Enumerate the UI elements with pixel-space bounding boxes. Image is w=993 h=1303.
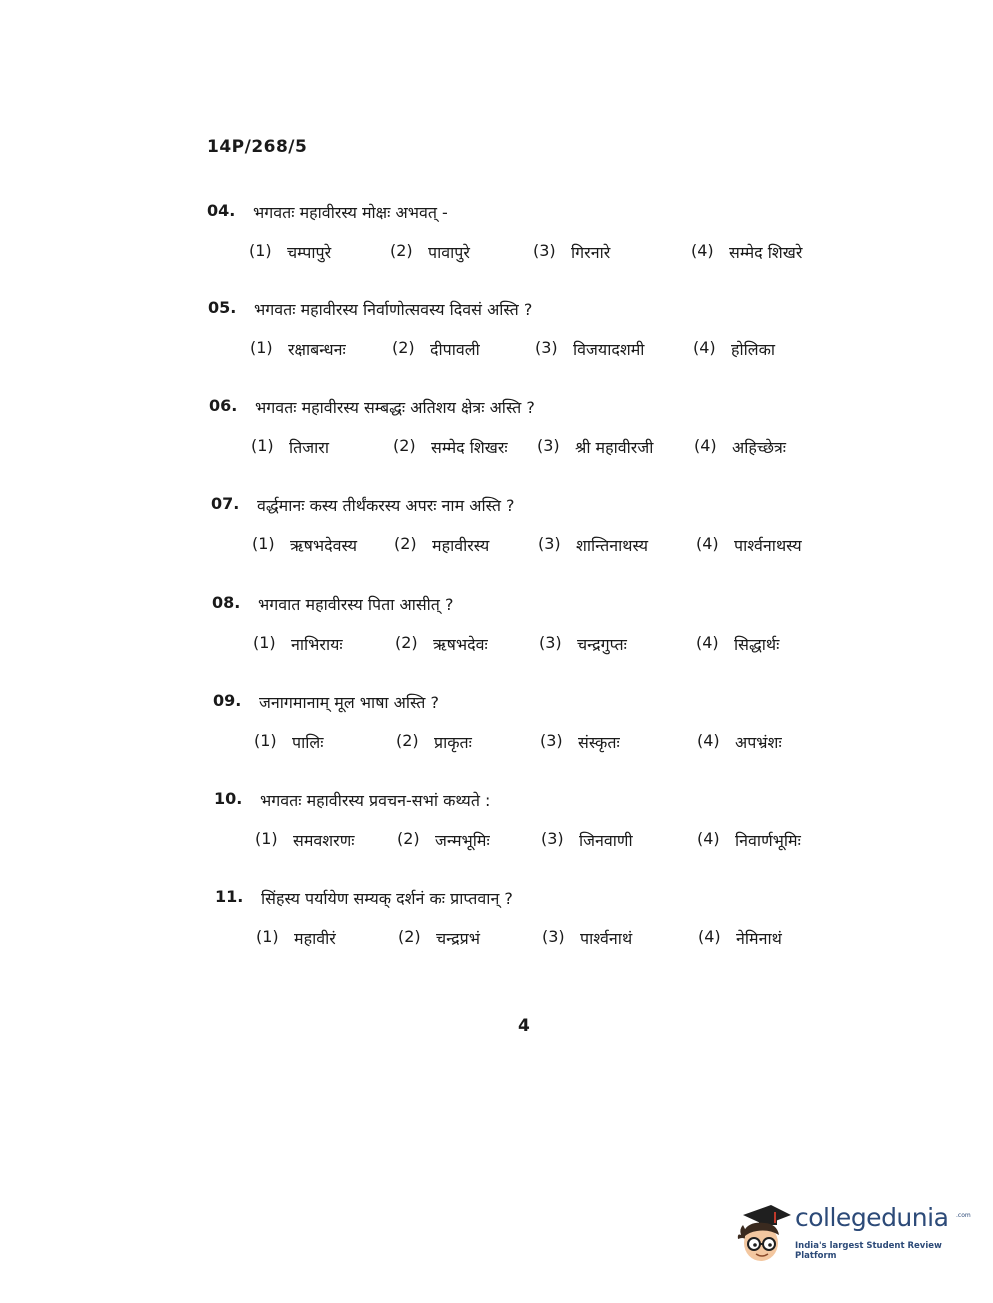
question-08 — [0, 593, 993, 663]
option-text: दीपावली — [430, 340, 480, 359]
question-text: जनागमानाम् मूल भाषा अस्ति ? — [259, 693, 439, 712]
option-text: प्राकृतः — [434, 733, 472, 752]
option-number: (3) — [538, 534, 561, 553]
option-text: श्री महावीरजी — [575, 438, 654, 457]
brand-name: collegedunia — [795, 1203, 949, 1232]
page-number: 4 — [518, 1016, 530, 1036]
option-number: (4) — [693, 338, 716, 357]
question-05 — [0, 298, 993, 368]
option-text: जिनवाणी — [579, 831, 633, 850]
option-number: (3) — [539, 633, 562, 652]
option-text: शान्तिनाथस्य — [576, 536, 648, 555]
option-number: (2) — [393, 436, 416, 455]
option-number: (4) — [697, 731, 720, 750]
option-text: जन्मभूमिः — [435, 831, 490, 850]
option-text: रक्षाबन्धनः — [288, 340, 346, 359]
option-number: (3) — [541, 829, 564, 848]
option-text: निवार्णभूमिः — [735, 831, 801, 850]
question-text: भगवात महावीरस्य पिता आसीत् ? — [258, 595, 454, 614]
question-text: सिंहस्य पर्यायेण सम्यक् दर्शनं कः प्राप्तवान् ? — [261, 889, 513, 908]
question-number: 07. — [211, 494, 240, 513]
question-number: 11. — [215, 887, 244, 906]
option-number: (1) — [253, 633, 276, 652]
question-09 — [0, 691, 993, 761]
option-number: (3) — [535, 338, 558, 357]
question-text: वर्द्धमानः कस्य तीर्थंकरस्य अपरः नाम अस्ति ? — [257, 496, 515, 515]
option-text: संस्कृतः — [578, 733, 620, 752]
option-number: (2) — [397, 829, 420, 848]
option-text: विजयादशमी — [573, 340, 645, 359]
option-text: अहिच्छेत्रः — [732, 438, 787, 457]
option-number: (1) — [250, 338, 273, 357]
paper-code: 14P/268/5 — [207, 137, 308, 157]
question-number: 08. — [212, 593, 241, 612]
question-number: 06. — [209, 396, 238, 415]
option-number: (4) — [696, 633, 719, 652]
brand-tagline: India's largest Student Review Platform — [795, 1241, 942, 1261]
option-text: पार्श्वनाथं — [580, 929, 633, 948]
option-number: (2) — [398, 927, 421, 946]
option-number: (4) — [694, 436, 717, 455]
option-number: (4) — [691, 241, 714, 260]
question-number: 09. — [213, 691, 242, 710]
question-number: 05. — [208, 298, 237, 317]
option-text: सम्मेद शिखरे — [729, 243, 803, 262]
option-number: (2) — [395, 633, 418, 652]
question-04 — [0, 201, 993, 271]
question-11 — [0, 887, 993, 957]
option-text: नाभिरायः — [291, 635, 343, 654]
question-number: 10. — [214, 789, 243, 808]
option-number: (1) — [256, 927, 279, 946]
question-text: भगवतः महावीरस्य निर्वाणोत्सवस्य दिवसं अस्ति ? — [254, 300, 533, 319]
option-text: होलिका — [731, 340, 776, 359]
option-text: नेमिनाथं — [736, 929, 782, 948]
option-number: (1) — [249, 241, 272, 260]
option-text: तिजारा — [289, 438, 329, 457]
option-text: पालिः — [292, 733, 324, 752]
option-number: (1) — [254, 731, 277, 750]
option-number: (3) — [533, 241, 556, 260]
option-number: (1) — [252, 534, 275, 553]
option-number: (4) — [698, 927, 721, 946]
option-text: पार्श्वनाथस्य — [734, 536, 802, 555]
collegedunia-logo[interactable] — [735, 1195, 971, 1275]
option-text: सम्मेद शिखरः — [431, 438, 508, 457]
option-number: (2) — [390, 241, 413, 260]
option-text: गिरनारे — [571, 243, 611, 262]
option-text: चन्द्रगुप्तः — [577, 635, 627, 654]
student-mascot-icon — [735, 1199, 793, 1267]
question-text: भगवतः महावीरस्य मोक्षः अभवत् - — [253, 203, 448, 222]
option-number: (4) — [697, 829, 720, 848]
option-number: (3) — [540, 731, 563, 750]
option-number: (2) — [394, 534, 417, 553]
option-text: समवशरणः — [293, 831, 355, 850]
question-text: भगवतः महावीरस्य प्रवचन-सभां कथ्यते : — [260, 791, 491, 810]
option-number: (2) — [392, 338, 415, 357]
option-number: (4) — [696, 534, 719, 553]
option-number: (1) — [255, 829, 278, 848]
question-text: भगवतः महावीरस्य सम्बद्धः अतिशय क्षेत्रः अस्ति ? — [255, 398, 535, 417]
option-text: चन्द्रप्रभं — [436, 929, 480, 948]
question-number: 04. — [207, 201, 236, 220]
question-10 — [0, 789, 993, 859]
option-text: ऋषभदेवः — [433, 635, 488, 654]
option-number: (1) — [251, 436, 274, 455]
option-text: पावापुरे — [428, 243, 470, 262]
option-text: महावीरं — [294, 929, 336, 948]
question-07 — [0, 494, 993, 564]
option-text: अपभ्रंशः — [735, 733, 782, 752]
option-number: (3) — [542, 927, 565, 946]
option-text: सिद्धार्थः — [734, 635, 780, 654]
option-number: (3) — [537, 436, 560, 455]
option-text: महावीरस्य — [432, 536, 490, 555]
option-number: (2) — [396, 731, 419, 750]
question-06 — [0, 396, 993, 466]
option-text: चम्पापुरे — [287, 243, 332, 262]
brand-domain-suffix: .com — [956, 1212, 971, 1219]
option-text: ऋषभदेवस्य — [290, 536, 358, 555]
